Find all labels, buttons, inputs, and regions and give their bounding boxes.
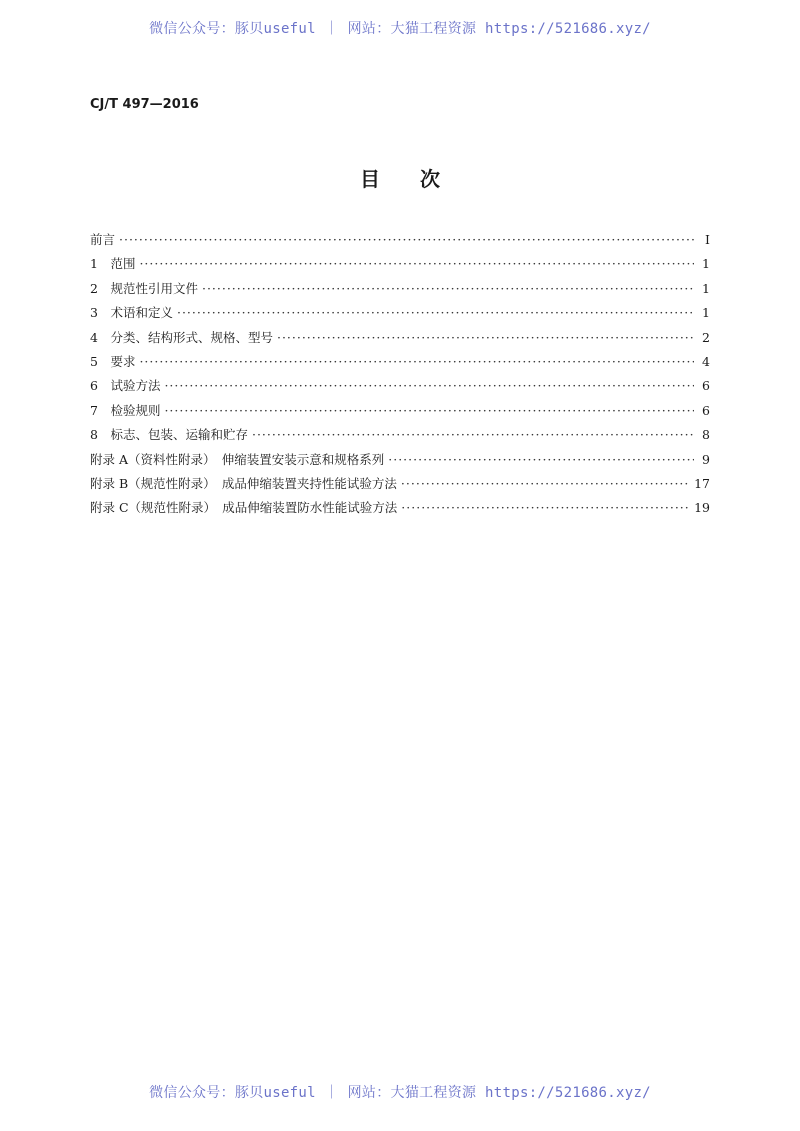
toc-entry-page: 2 xyxy=(702,329,710,345)
dot-leader xyxy=(277,330,694,345)
dot-leader xyxy=(202,281,694,296)
toc-entry-page: 6 xyxy=(702,402,710,418)
toc-entry-1[interactable] xyxy=(90,254,710,278)
toc-entry-label: 6 试验方法 xyxy=(90,378,161,394)
toc-entry-page: 1 xyxy=(702,280,710,296)
toc-entry-page: 1 xyxy=(702,305,710,321)
dot-leader xyxy=(252,427,694,442)
toc-entry-appendix-c[interactable] xyxy=(90,498,710,522)
toc-entry-label: 3 术语和定义 xyxy=(90,305,173,321)
toc-entry-page: Ⅰ xyxy=(705,232,710,247)
toc-entry-label: 前言 xyxy=(90,232,116,247)
toc-entry-8[interactable] xyxy=(90,425,710,449)
toc-entry-2[interactable] xyxy=(90,279,710,303)
standard-code: CJ/T 497—2016 xyxy=(90,97,199,112)
dot-leader xyxy=(401,476,690,491)
dot-leader xyxy=(119,232,694,247)
toc-entry-page: 1 xyxy=(702,256,710,272)
toc-title: 目次 xyxy=(360,167,480,191)
toc-entry-page: 9 xyxy=(702,451,710,467)
table-of-contents xyxy=(90,230,710,523)
toc-entry-label: 4 分类、结构形式、规格、型号 xyxy=(90,329,273,345)
toc-entry-page: 8 xyxy=(702,427,710,443)
toc-entry-label: 2 规范性引用文件 xyxy=(90,280,198,296)
toc-entry-page: 17 xyxy=(694,475,710,491)
toc-entry-7[interactable] xyxy=(90,401,710,425)
toc-entry-label: 附录 B（规范性附录） 成品伸缩装置夹持性能试验方法 xyxy=(90,475,397,491)
toc-entry-label: 附录 A（资料性附录） 伸缩装置安装示意和规格系列 xyxy=(90,451,385,467)
dot-leader xyxy=(139,354,694,369)
watermark-bottom: 微信公众号：豚贝useful ｜ 网站：大猫工程资源 https://521686.xyz/ xyxy=(149,1085,651,1101)
dot-leader xyxy=(164,378,694,393)
toc-entry-5[interactable] xyxy=(90,352,710,376)
toc-entry-label: 5 要求 xyxy=(90,353,136,369)
toc-entry-appendix-b[interactable] xyxy=(90,474,710,498)
dot-leader xyxy=(401,500,690,515)
dot-leader xyxy=(177,305,694,320)
toc-entry-page: 4 xyxy=(702,353,710,369)
toc-entry-page: 6 xyxy=(702,378,710,394)
watermark-top: 微信公众号：豚贝useful ｜ 网站：大猫工程资源 https://521686.xyz/ xyxy=(149,21,651,37)
toc-entry-4[interactable] xyxy=(90,328,710,352)
dot-leader xyxy=(164,403,694,418)
toc-entry-label: 8 标志、包装、运输和贮存 xyxy=(90,427,248,443)
toc-entry-appendix-a[interactable] xyxy=(90,450,710,474)
toc-entry-label: 7 检验规则 xyxy=(90,402,161,418)
toc-entry-3[interactable] xyxy=(90,303,710,327)
dot-leader xyxy=(388,452,694,467)
toc-entry-6[interactable] xyxy=(90,376,710,400)
toc-entry-label: 1 范围 xyxy=(90,256,136,272)
toc-entry-page: 19 xyxy=(694,500,710,516)
dot-leader xyxy=(139,256,694,271)
toc-entry-foreword[interactable] xyxy=(90,230,710,254)
toc-entry-label: 附录 C（规范性附录） 成品伸缩装置防水性能试验方法 xyxy=(90,500,398,516)
